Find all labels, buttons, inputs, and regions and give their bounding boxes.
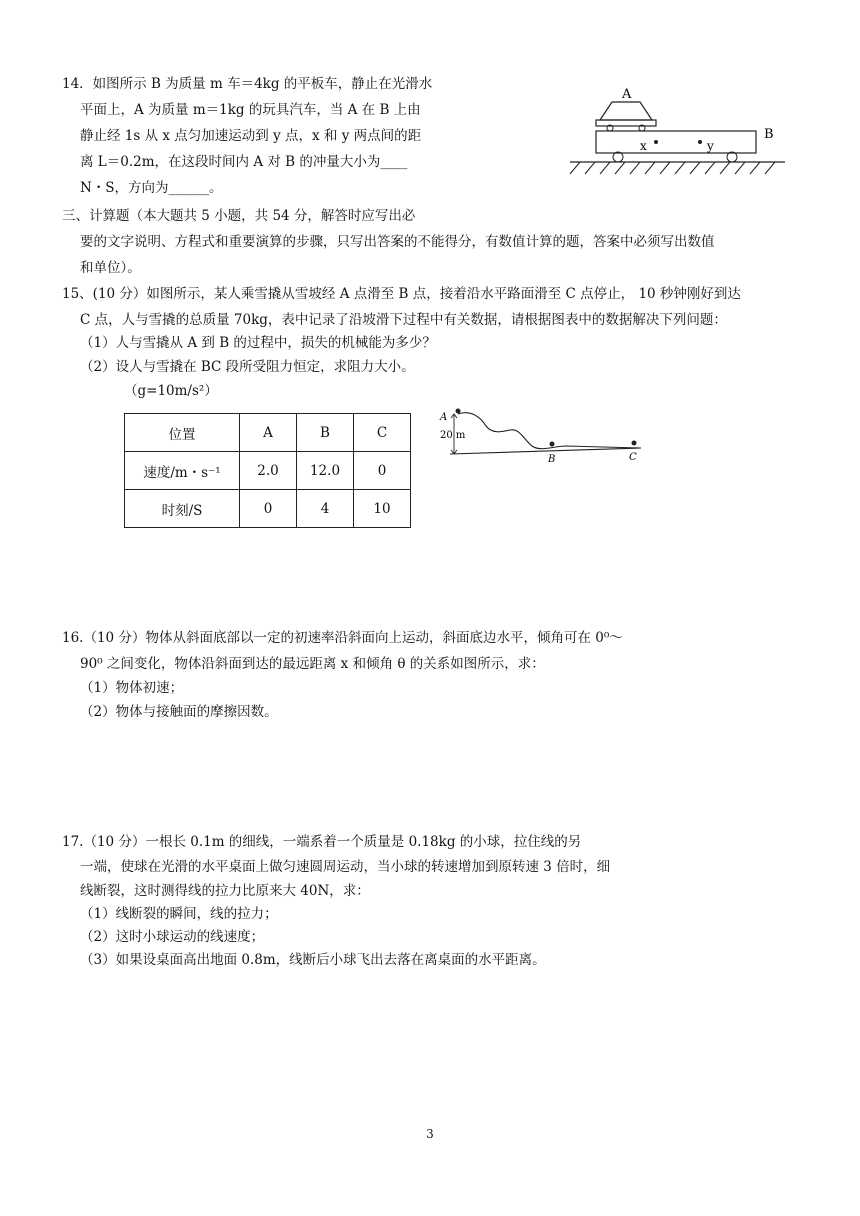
label-height: 20 m: [440, 430, 466, 441]
table-cell: 位置: [125, 414, 240, 452]
q15-line: C 点，人与雪撬的总质量 70kg，表中记录了沿坡滑下过程中有关数据，请根据图表中的数据解决下列问题：: [80, 312, 727, 328]
q17-line: （2）这时小球运动的线速度；: [80, 929, 265, 945]
q17-line: 一端，使球在光滑的水平桌面上做匀速圆周运动，当小球的转速增加到原转速 3 倍时，细: [80, 859, 611, 875]
table-cell: 0: [354, 452, 411, 490]
label-a: A: [440, 412, 448, 423]
q15-line: 15、(10 分）如图所示，某人乘雪撬从雪坡经 A 点滑至 B 点，接着沿水平路面滑至 C 点停止， 10 秒钟刚好到达: [62, 286, 741, 302]
table-cell: 2.0: [240, 452, 297, 490]
q17-line: 线断裂，这时测得线的拉力比原来大 40N，求：: [80, 883, 370, 899]
q14-line: N・S，方向为______。: [80, 180, 223, 196]
q16-line: （1）物体初速；: [80, 680, 184, 696]
q14-line: 平面上，A 为质量 m＝1kg 的玩具汽车，当 A 在 B 上由: [80, 102, 421, 118]
section-line: 三、计算题（本大题共 5 小题，共 54 分，解答时应写出必: [62, 208, 416, 224]
label-c: C: [629, 452, 637, 463]
q15-line: （g=10m/s²）: [124, 383, 218, 399]
table-cell: 速度/m・s⁻¹: [125, 452, 240, 490]
label-a: A: [622, 87, 632, 102]
table-cell: 时刻/S: [125, 490, 240, 528]
q17-line: 17.（10 分）一根长 0.1m 的细线，一端系着一个质量是 0.18kg 的小球，拉住线的另: [62, 834, 582, 850]
q17-line: （3）如果设桌面高出地面 0.8m，线断后小球飞出去落在离桌面的水平距离。: [80, 952, 546, 968]
q17-line: （1）线断裂的瞬间，线的拉力；: [80, 906, 278, 922]
q15-data-table: [124, 413, 411, 528]
q14-line: 离 L＝0.2m，在这段时间内 A 对 B 的冲量大小为____: [80, 154, 408, 170]
q14-line: 14．如图所示 B 为质量 m 车＝4kg 的平板车，静止在光滑水: [62, 76, 433, 92]
q14-cart-figure: [560, 82, 810, 182]
table-cell: B: [297, 414, 354, 452]
table-cell: A: [240, 414, 297, 452]
table-cell: 0: [240, 490, 297, 528]
label-y: y: [707, 139, 714, 153]
section-line: 和单位）。: [80, 260, 141, 276]
label-x: x: [640, 139, 647, 153]
q16-line: （2）物体与接触面的摩擦因数。: [80, 704, 278, 720]
table-cell: 4: [297, 490, 354, 528]
section-line: 要的文字说明、方程式和重要演算的步骤，只写出答案的不能得分，有数值计算的题，答案中必须写出数值: [80, 234, 715, 250]
table-cell: 10: [354, 490, 411, 528]
label-b: B: [764, 127, 774, 142]
label-b: B: [548, 454, 556, 465]
q14-line: 静止经 1s 从 x 点匀加速运动到 y 点，x 和 y 两点间的距: [80, 128, 422, 144]
table-cell: 12.0: [297, 452, 354, 490]
q16-line: 16.（10 分）物体从斜面底部以一定的初速率沿斜面向上运动，斜面底边水平，倾角可在 0⁰～: [62, 630, 623, 646]
table-cell: C: [354, 414, 411, 452]
q15-slope-figure: [436, 402, 656, 468]
page-number: 3: [426, 1127, 434, 1141]
q16-line: 90⁰ 之间变化，物体沿斜面到达的最远距离 x 和倾角 θ 的关系如图所示，求：: [80, 656, 545, 672]
q15-line: （1）人与雪撬从 A 到 B 的过程中，损失的机械能为多少？: [80, 335, 436, 351]
q15-line: （2）设人与雪撬在 BC 段所受阻力恒定，求阻力大小。: [80, 359, 415, 375]
